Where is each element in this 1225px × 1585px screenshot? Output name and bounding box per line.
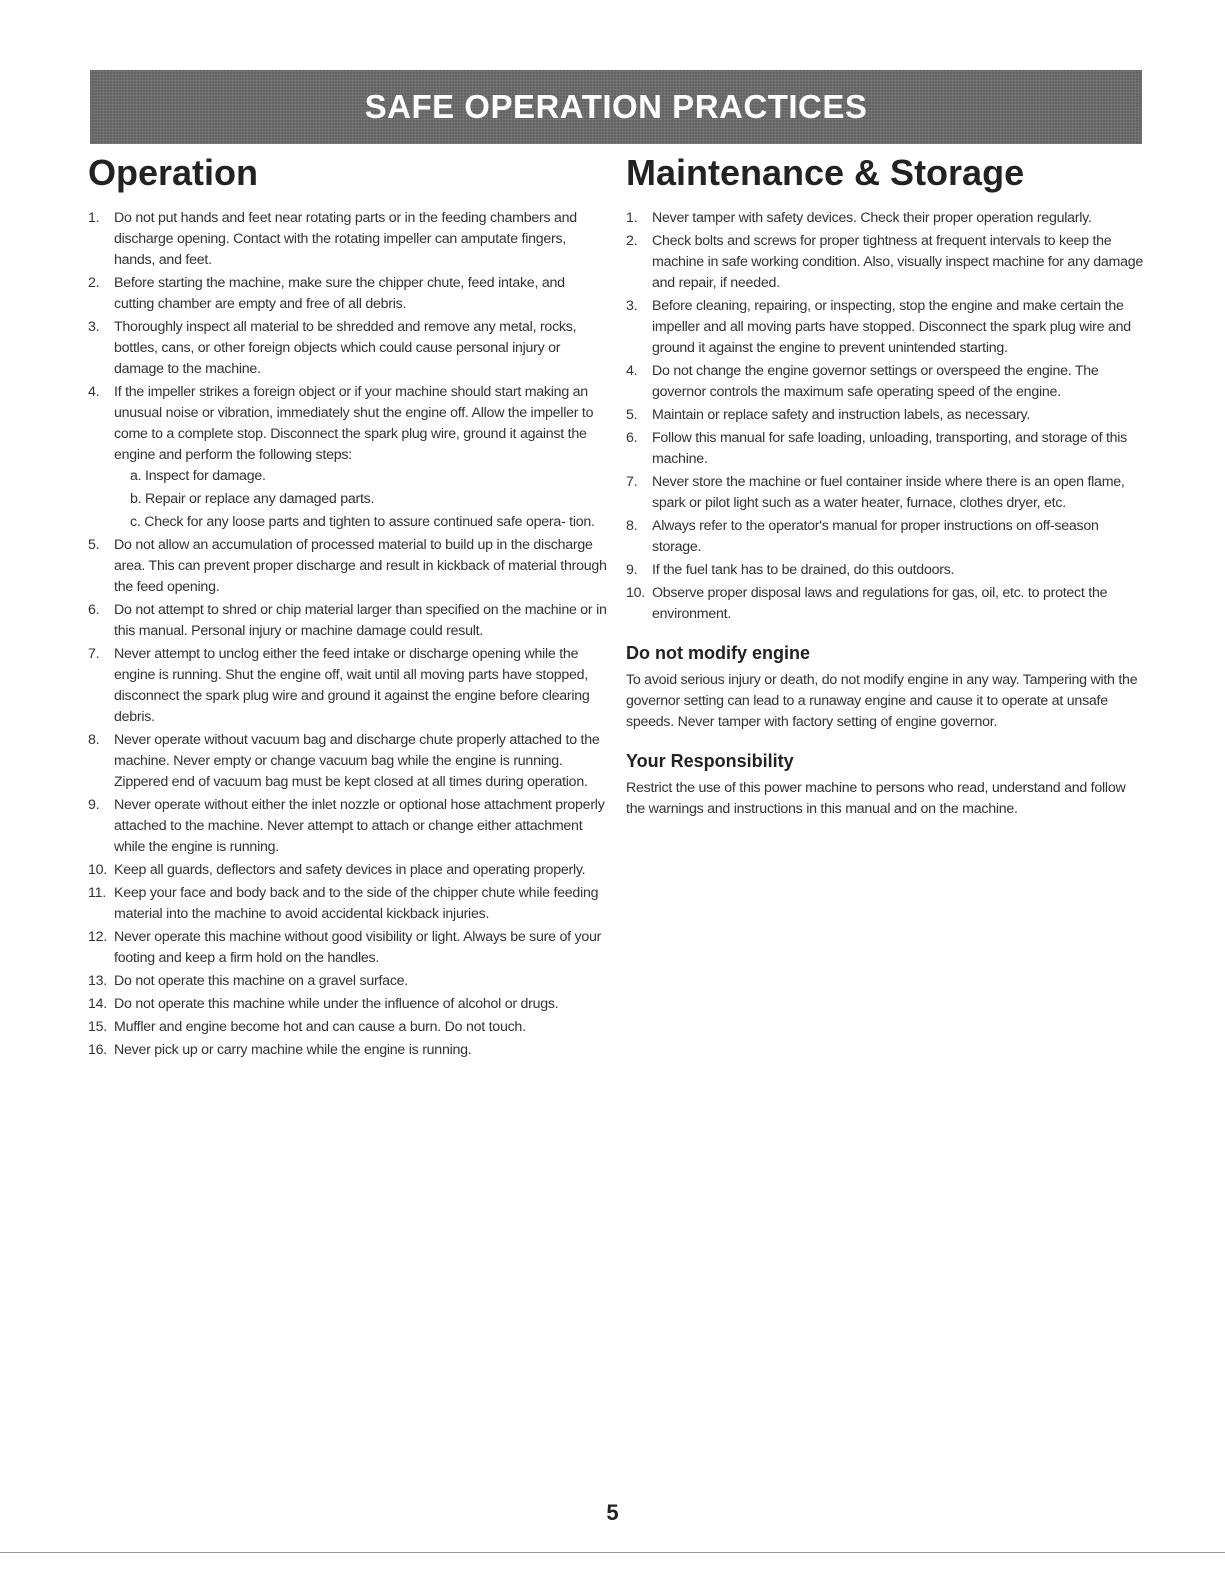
list-item [626, 428, 1146, 470]
list-item [88, 730, 608, 793]
item-number: 16. [88, 1042, 107, 1058]
item-text: Follow this manual for safe loading, unloading, transporting, and storage of this machine. [652, 430, 1128, 467]
item-number: 9. [88, 797, 100, 813]
item-text: Thoroughly inspect all material to be shredded and remove any metal, rocks, bottles, cans, or other foreign objects which could cause personal injury or damage to the machine. [114, 319, 577, 377]
operation-list [88, 208, 608, 1061]
page-number: 5 [606, 1500, 619, 1525]
list-item [626, 208, 1146, 229]
item-number: 15. [88, 1019, 107, 1035]
item-text: Do not operate this machine on a gravel surface. [114, 973, 408, 989]
responsibility-heading: Your Responsibility [626, 751, 794, 771]
list-item [88, 600, 608, 642]
item-text: Never operate this machine without good visibility or light. Always be sure of your footing and keep a firm hold on the handles. [114, 929, 602, 966]
item-text: Never attempt to unclog either the feed intake or discharge opening while the engine is running. Shut the engine off, wait until all moving parts have stopped, disconnect the spark plug wire and ground it against the engine before clearing debris. [114, 646, 590, 725]
item-number: 4. [626, 363, 638, 379]
maintenance-list [626, 208, 1146, 625]
item-number: 5. [626, 407, 638, 423]
list-item [626, 516, 1146, 558]
footer-divider [0, 1552, 1225, 1553]
sub-item: b. Repair or replace any damaged parts. [130, 491, 375, 507]
item-text: Before starting the machine, make sure the chipper chute, feed intake, and cutting chamber are empty and free of all debris. [114, 275, 565, 312]
list-item [88, 971, 608, 992]
item-number: 8. [626, 518, 638, 534]
item-number: 14. [88, 996, 107, 1012]
item-number: 3. [626, 298, 638, 314]
operation-column [88, 150, 608, 1063]
list-item [88, 795, 608, 858]
sub-item: a. Inspect for damage. [130, 468, 266, 484]
list-item [88, 1040, 608, 1061]
list-item [626, 296, 1146, 359]
list-item [88, 994, 608, 1015]
item-text: Before cleaning, repairing, or inspecting, stop the engine and make certain the impeller and all moving parts have stopped. Disconnect the spark plug wire and ground it against the engine to prevent unintended starting. [652, 298, 1131, 356]
item-text: If the fuel tank has to be drained, do this outdoors. [652, 562, 955, 578]
item-text: Do not operate this machine while under the influence of alcohol or drugs. [114, 996, 559, 1012]
item-number: 10. [626, 585, 645, 601]
list-item [626, 583, 1146, 625]
list-item [626, 472, 1146, 514]
item-text: Maintain or replace safety and instruction labels, as necessary. [652, 407, 1031, 423]
item-number: 10. [88, 862, 107, 878]
list-item [88, 208, 608, 271]
list-item [626, 361, 1146, 403]
maintenance-heading: Maintenance & Storage [626, 152, 1025, 193]
item-number: 6. [626, 430, 638, 446]
item-text: Check bolts and screws for proper tightness at frequent intervals to keep the machine in safe working condition. Also, visually inspect machine for any damage and repair, if needed. [652, 233, 1144, 291]
responsibility-text: Restrict the use of this power machine to persons who read, understand and follow the warnings and instructions in this manual and on the machine. [626, 780, 1126, 817]
item-number: 7. [626, 474, 638, 490]
list-item [88, 860, 608, 881]
item-text: Never operate without either the inlet nozzle or optional hose attachment properly attached to the machine. Never attempt to attach or change either attachment while the engine is running. [114, 797, 605, 855]
item-number: 12. [88, 929, 107, 945]
list-item [88, 1017, 608, 1038]
item-text: Never tamper with safety devices. Check their proper operation regularly. [652, 210, 1092, 226]
item-text: If the impeller strikes a foreign object or if your machine should start making an unusual noise or vibration, immediately shut the engine off. Allow the impeller to come to a complete stop. Disconnect the spark plug wire, ground it against the engine and perform the following steps: [114, 384, 594, 463]
item-number: 1. [88, 210, 100, 226]
item-text: Observe proper disposal laws and regulations for gas, oil, etc. to protect the environment. [652, 585, 1108, 622]
item-text: Keep your face and body back and to the side of the chipper chute while feeding material into the machine to avoid accidental kickback injuries. [114, 885, 599, 922]
list-item [88, 883, 608, 925]
modify-engine-heading: Do not modify engine [626, 643, 810, 663]
item-number: 13. [88, 973, 107, 989]
item-number: 9. [626, 562, 638, 578]
list-item [88, 535, 608, 598]
list-item [626, 560, 1146, 581]
banner-title: SAFE OPERATION PRACTICES [364, 88, 868, 125]
item-text: Do not change the engine governor settings or overspeed the engine. The governor controls the maximum safe operating speed of the engine. [652, 363, 1099, 400]
operation-heading: Operation [88, 152, 259, 193]
sub-item: c. Check for any loose parts and tighten to assure continued safe opera- tion. [130, 514, 595, 530]
item-text: Do not allow an accumulation of processed material to build up in the discharge area. This can prevent proper discharge and result in kickback of material through the feed opening. [114, 537, 607, 595]
item-number: 1. [626, 210, 638, 226]
list-item [626, 405, 1146, 426]
list-item [88, 644, 608, 728]
item-number: 8. [88, 732, 100, 748]
item-text: Muffler and engine become hot and can cause a burn. Do not touch. [114, 1019, 526, 1035]
item-text: Keep all guards, deflectors and safety devices in place and operating properly. [114, 862, 586, 878]
item-number: 11. [88, 885, 106, 901]
item-text: Do not put hands and feet near rotating parts or in the feeding chambers and discharge opening. Contact with the rotating impeller can amputate fingers, hands, and feet. [114, 210, 577, 268]
modify-engine-text: To avoid serious injury or death, do not modify engine in any way. Tampering with the governor setting can lead to a runaway engine and cause it to operate at unsafe speeds. Never tamper with factory setting of engine governor. [626, 672, 1138, 730]
list-item [88, 317, 608, 380]
item-text: Always refer to the operator's manual for proper instructions on off-season storage. [652, 518, 1099, 555]
item-text: Never operate without vacuum bag and discharge chute properly attached to the machine. Never empty or change vacuum bag while the engine is running. Zippered end of vacuum bag must be kept closed at all times during operation. [114, 732, 600, 790]
sub-list [114, 466, 608, 533]
item-text: Never pick up or carry machine while the engine is running. [114, 1042, 472, 1058]
item-text: Do not attempt to shred or chip material larger than specified on the machine or in this manual. Personal injury or machine damage could result. [114, 602, 607, 639]
item-number: 6. [88, 602, 100, 618]
list-item [88, 273, 608, 315]
item-number: 5. [88, 537, 100, 553]
maintenance-column [626, 150, 1146, 820]
item-number: 4. [88, 384, 100, 400]
list-item [626, 231, 1146, 294]
page-banner [90, 70, 1142, 144]
item-text: Never store the machine or fuel container inside where there is an open flame, spark or pilot light such as a water heater, furnace, clothes dryer, etc. [652, 474, 1125, 511]
item-number: 2. [626, 233, 638, 249]
item-number: 7. [88, 646, 100, 662]
list-item [88, 382, 608, 533]
item-number: 2. [88, 275, 100, 291]
list-item [88, 927, 608, 969]
item-number: 3. [88, 319, 100, 335]
